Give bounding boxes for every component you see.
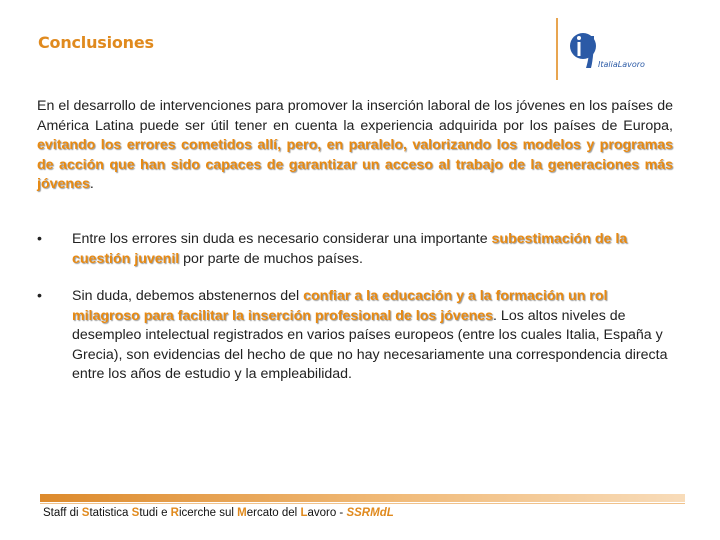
list-item — [37, 287, 677, 385]
footer-text: tudi e — [139, 507, 171, 519]
footer-letter: L — [300, 507, 308, 519]
header-divider — [556, 18, 558, 80]
page-title: Conclusiones — [38, 33, 154, 52]
footer-text: ercato del — [246, 507, 301, 519]
bullet-dot-icon: • — [37, 288, 42, 304]
footer-letter: M — [237, 507, 247, 519]
footer-letter: S — [81, 507, 90, 519]
bullet-highlight: subestimación de la cuestión juvenil — [72, 231, 628, 267]
footer-acronym: SSRM — [346, 507, 380, 519]
bullet-highlight: confiar a la educación y a la formación un rol milagroso para facilitar la inserción profesional de los jóvenes — [72, 288, 608, 324]
footer-text: Staff di — [43, 507, 82, 519]
bullet-text-end: . Los altos niveles de desempleo intelectual registrados en varios países europeos (entre los cuales Italia, España y Grecia), son evidencias del hecho de que no hay necesariamente una correspondencia directa entre los años de estudio y la empleabilidad. — [72, 307, 668, 382]
footer-letter: S — [131, 507, 140, 519]
list-item — [37, 230, 677, 269]
bullet-text: Sin duda, debemos abstenernos del — [72, 288, 304, 304]
footer-letter: R — [170, 507, 179, 519]
footer-acronym-end: dL — [379, 507, 394, 519]
intro-text: En el desarrollo de intervenciones para promover la inserción laboral de los jóvenes en los países de América Latina puede ser útil tener en cuenta la experiencia adquirida por los países de Europa, — [37, 98, 673, 134]
footer-text: tatistica — [89, 507, 132, 519]
footer-decoration — [40, 494, 685, 502]
bullet-text-end: por parte de muchos países. — [179, 250, 363, 267]
logo-text: ItaliaLavoro — [598, 60, 645, 69]
bullet-text: Entre los errores sin duda es necesario considerar una importante — [72, 231, 492, 247]
footer-text: avoro - — [307, 507, 347, 519]
footer-text: icerche sul — [178, 507, 238, 519]
footer-divider — [40, 503, 685, 504]
footer-credit — [43, 507, 394, 519]
bullet-dot-icon: • — [37, 231, 42, 247]
intro-highlight: evitando los errores cometidos allí, pero, en paralelo, valorizando los modelos y programas de acción que han sido capaces de garantizar un acceso al trabajo de la generaciones más jóvenes — [37, 137, 673, 192]
intro-paragraph — [37, 97, 673, 195]
bullet-list — [37, 230, 677, 403]
intro-end: . — [89, 176, 94, 192]
